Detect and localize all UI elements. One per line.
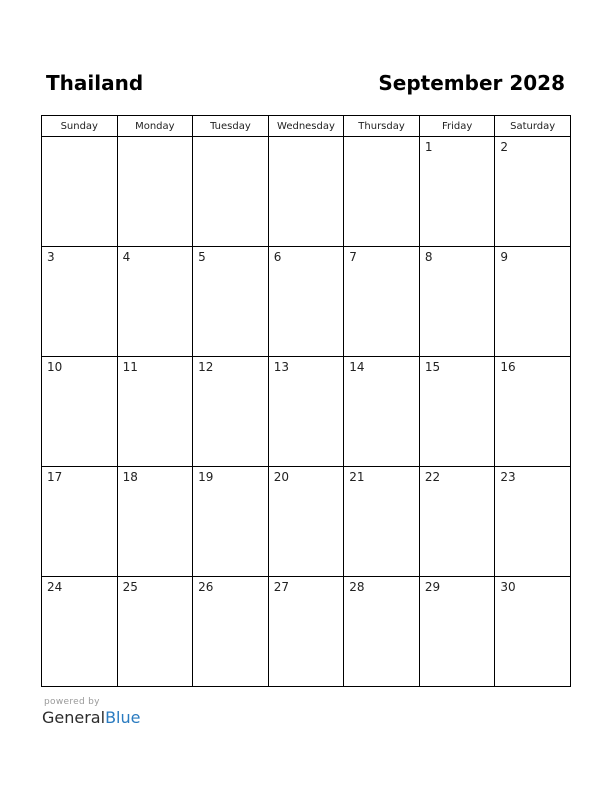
- day-cell: [117, 467, 193, 577]
- country-title: Thailand: [46, 71, 144, 95]
- day-cell: [495, 357, 571, 467]
- week-row: [42, 137, 571, 247]
- day-number: 25: [122, 580, 138, 594]
- day-cell: [117, 137, 193, 247]
- day-number: 26: [198, 580, 214, 594]
- day-number: 30: [500, 580, 516, 594]
- day-number: 23: [500, 470, 516, 484]
- weekday-saturday: Saturday: [495, 116, 571, 137]
- day-number: 7: [349, 250, 357, 264]
- day-cell: [495, 467, 571, 577]
- day-cell: [419, 247, 495, 357]
- day-cell: [193, 137, 269, 247]
- day-number: [118, 137, 193, 140]
- day-number: 10: [47, 360, 63, 374]
- brand-name-blue: Blue: [105, 708, 141, 727]
- weekday-friday: Friday: [419, 116, 495, 137]
- day-cell: [193, 357, 269, 467]
- day-cell: [193, 467, 269, 577]
- month-year-title: September 2028: [378, 71, 565, 95]
- day-number: 20: [273, 470, 289, 484]
- week-row: [42, 247, 571, 357]
- weekday-monday: Monday: [117, 116, 193, 137]
- day-number: 4: [122, 250, 131, 264]
- powered-by-text: powered by: [44, 697, 100, 707]
- day-cell: [344, 577, 420, 687]
- week-row: [42, 577, 571, 687]
- day-number: 9: [500, 250, 509, 264]
- day-number: 1: [424, 140, 433, 154]
- day-cell: [117, 247, 193, 357]
- day-cell: [268, 577, 344, 687]
- calendar-grid: [41, 115, 571, 687]
- day-number: 22: [424, 470, 441, 484]
- day-cell: [42, 467, 118, 577]
- day-cell: [117, 357, 193, 467]
- day-number: 19: [198, 470, 214, 484]
- day-number: 11: [122, 360, 138, 374]
- day-cell: [42, 577, 118, 687]
- day-cell: [42, 357, 118, 467]
- day-number: 2: [500, 140, 509, 154]
- day-cell: [193, 577, 269, 687]
- day-number: 17: [47, 470, 63, 484]
- day-cell: [419, 577, 495, 687]
- day-number: 28: [349, 580, 365, 594]
- day-cell: [419, 467, 495, 577]
- day-cell: [495, 137, 571, 247]
- day-cell: [268, 357, 344, 467]
- day-number: 15: [424, 360, 441, 374]
- day-number: [269, 137, 344, 140]
- day-number: 27: [273, 580, 289, 594]
- day-cell: [42, 247, 118, 357]
- day-number: 6: [273, 250, 282, 264]
- day-cell: [495, 247, 571, 357]
- day-number: 16: [500, 360, 516, 374]
- day-cell: [193, 247, 269, 357]
- day-cell: [344, 137, 420, 247]
- day-cell: [268, 467, 344, 577]
- day-cell: [344, 247, 420, 357]
- weekday-header-row: [42, 116, 571, 137]
- day-cell: [344, 357, 420, 467]
- weekday-sunday: Sunday: [42, 116, 118, 137]
- brand-name-general: General: [42, 708, 106, 727]
- week-row: [42, 467, 571, 577]
- week-row: [42, 357, 571, 467]
- day-cell: [344, 467, 420, 577]
- day-number: 29: [424, 580, 441, 594]
- day-number: 13: [273, 360, 289, 374]
- day-number: 12: [198, 360, 214, 374]
- day-number: 5: [198, 250, 206, 264]
- day-number: [193, 137, 268, 140]
- day-cell: [42, 137, 118, 247]
- day-number: 14: [349, 360, 365, 374]
- day-cell: [268, 247, 344, 357]
- day-number: 8: [424, 250, 433, 264]
- weekday-thursday: Thursday: [344, 116, 420, 137]
- day-cell: [495, 577, 571, 687]
- day-number: [42, 137, 117, 140]
- day-cell: [419, 357, 495, 467]
- day-number: 21: [349, 470, 365, 484]
- weekday-wednesday: Wednesday: [268, 116, 344, 137]
- day-cell: [268, 137, 344, 247]
- day-cell: [117, 577, 193, 687]
- day-cell: [419, 137, 495, 247]
- day-number: 18: [122, 470, 138, 484]
- weekday-tuesday: Tuesday: [193, 116, 269, 137]
- day-number: [344, 137, 419, 140]
- generalblue-logo[interactable]: [42, 708, 140, 728]
- day-number: 3: [47, 250, 55, 264]
- day-number: 24: [47, 580, 63, 594]
